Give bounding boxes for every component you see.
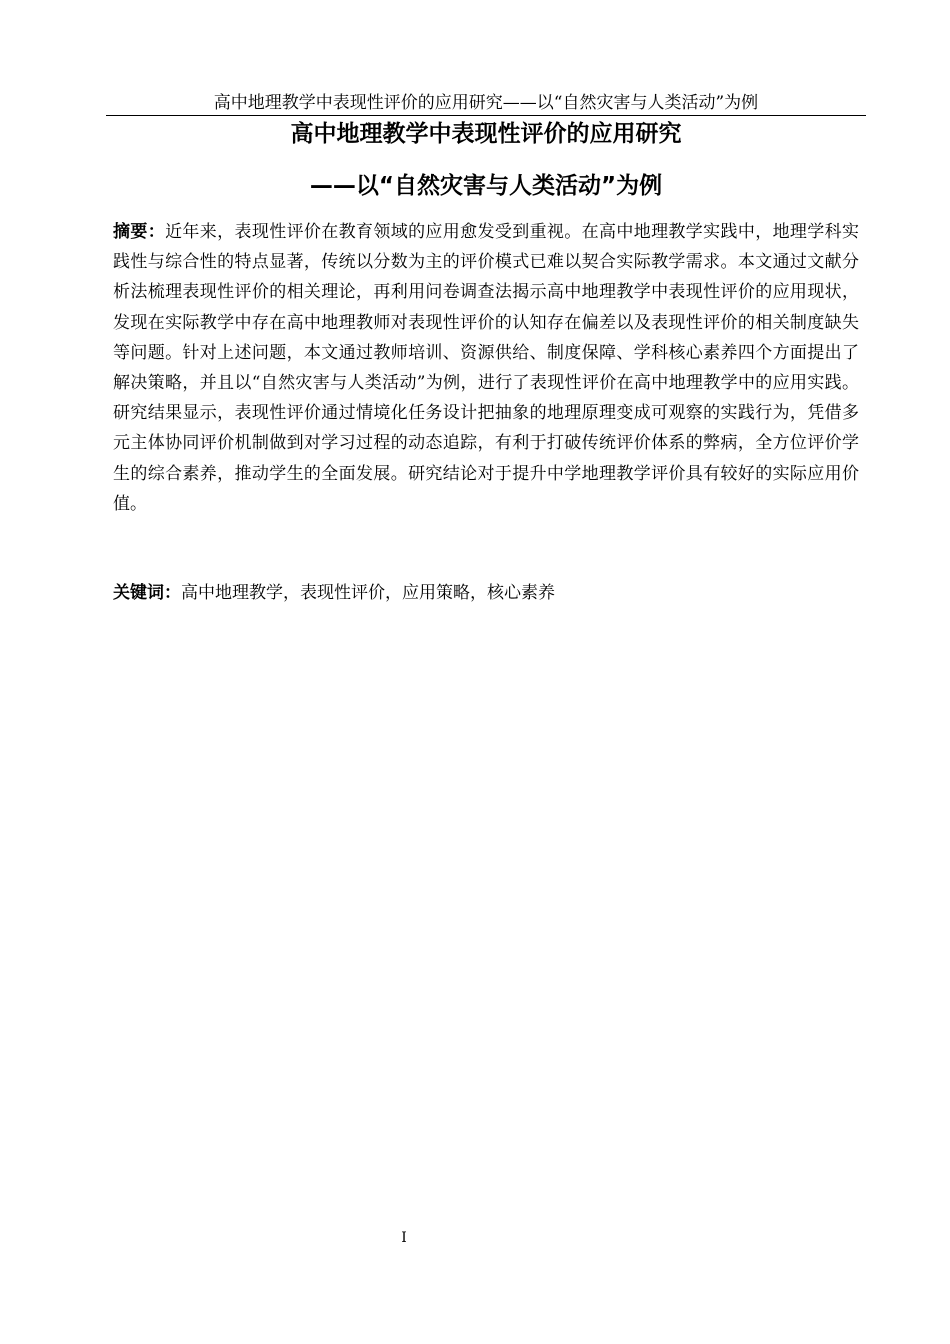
abstract-label: 摘要： [113, 222, 166, 242]
keywords-label: 关键词： [113, 583, 181, 603]
paper-subtitle: ——以“自然灾害与人类活动”为例 [309, 173, 663, 199]
running-header: 高中地理教学中表现性评价的应用研究——以“自然灾害与人类活动”为例 [213, 93, 759, 113]
keywords-line [113, 578, 859, 608]
abstract-paragraph [113, 217, 859, 519]
header-rule [106, 115, 866, 116]
abstract-text: 近年来，表现性评价在教育领域的应用愈发受到重视。在高中地理教学实践中，地理学科实践性与综合性的特点显著，传统以分数为主的评价模式已难以契合实际教学需求。本文通过文献分析法梳理表现性评价的相关理论，再利用问卷调查法揭示高中地理教学中表现性评价的应用现状，发现在实际教学中存在高中地理教师对表现性评价的认知存在偏差以及表现性评价的相关制度缺失等问题。针对上述问题，本文通过教师培训、资源供给、制度保障、学科核心素养四个方面提出了解决策略，并且以“自然灾害与人类活动”为例，进行了表现性评价在高中地理教学中的应用实践。研究结果显示，表现性评价通过情境化任务设计把抽象的地理原理变成可观察的实践行为，凭借多元主体协同评价机制做到对学习过程的动态追踪，有利于打破传统评价体系的弊病，全方位评价学生的综合素养，推动学生的全面发展。研究结论对于提升中学地理教学评价具有较好的实际应用价值。 [113, 222, 860, 514]
page-number: I [401, 1230, 407, 1246]
paper-title: 高中地理教学中表现性评价的应用研究 [290, 121, 682, 147]
keywords-text: 高中地理教学，表现性评价，应用策略，核心素养 [181, 583, 555, 603]
